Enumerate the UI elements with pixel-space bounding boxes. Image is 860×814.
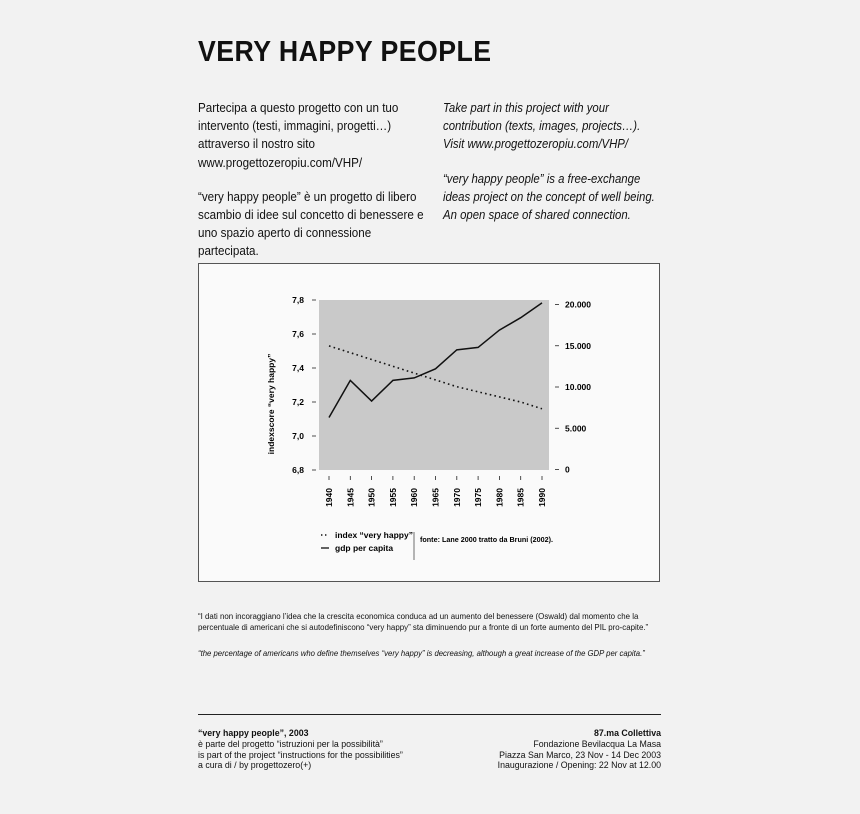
right-tick-label: 20.000 bbox=[565, 299, 591, 310]
left-tick-label: 7,6 bbox=[292, 329, 304, 339]
x-tick-label: 1960 bbox=[409, 488, 420, 507]
plot-background bbox=[319, 300, 549, 470]
left-tick-label: 7,0 bbox=[292, 431, 304, 441]
y-axis-label: indexscore “very happy” bbox=[266, 353, 276, 455]
quotes bbox=[198, 611, 668, 659]
x-tick-label: 1940 bbox=[324, 488, 334, 507]
quote-italian bbox=[198, 611, 649, 633]
left-tick-label: 7,8 bbox=[292, 295, 304, 305]
line-chart bbox=[199, 264, 661, 583]
x-tick-label: 1950 bbox=[366, 488, 377, 507]
quote-english: “the percentage of americans who define themselves “very happy” is decreasing, although a great increase of the GDP per capita.” bbox=[198, 648, 645, 658]
x-tick-label: 1990 bbox=[537, 488, 547, 507]
footer-right-line-2: Fondazione Bevilacqua La Masa bbox=[533, 738, 661, 749]
english-paragraph-2: “very happy people” is a free-exchange ideas project on the concept of well being. An open space of shared connection. bbox=[443, 171, 655, 223]
left-tick-label: 7,4 bbox=[292, 363, 304, 373]
italian-column bbox=[198, 99, 427, 277]
italian-paragraph-2: “very happy people” è un progetto di libero scambio di idee sul concetto di benessere e uno spazio aperto di connessione partecipata. bbox=[198, 189, 424, 259]
x-tick-label: 1955 bbox=[387, 488, 398, 507]
footer-right-title: 87.ma Collettiva bbox=[594, 728, 661, 738]
footer-right-line-4: Inaugurazione / Opening: 22 Nov at 12.00 bbox=[497, 760, 661, 771]
right-axis bbox=[555, 300, 591, 475]
english-paragraph-1: Take part in this project with your contribution (texts, images, projects…). Visit www.progettozeropiu.com/VHP/ bbox=[443, 101, 641, 152]
x-tick-label: 1980 bbox=[494, 488, 505, 507]
footer-left bbox=[198, 728, 403, 771]
left-tick-label: 6,8 bbox=[292, 465, 304, 475]
right-tick-label: 5.000 bbox=[565, 423, 587, 434]
x-tick-label: 1985 bbox=[515, 488, 526, 507]
footer-right bbox=[498, 728, 661, 771]
x-axis bbox=[324, 476, 547, 507]
chart-frame bbox=[198, 263, 660, 582]
footer-left-title: “very happy people”, 2003 bbox=[198, 728, 309, 738]
x-tick-label: 1965 bbox=[430, 488, 441, 507]
right-tick-label: 0 bbox=[565, 464, 570, 475]
page-title: VERY HAPPY PEOPLE bbox=[198, 36, 492, 68]
legend-label: gdp per capita bbox=[335, 543, 394, 553]
right-tick-label: 15.000 bbox=[565, 340, 591, 351]
legend bbox=[321, 530, 413, 553]
quote-italian-text: “I dati non incoraggiano l’idea che la crescita economica conduca ad un aumento del benessere (Oswald) dal momento che la percentuale di americani che si autodefiniscono “very happy” sta diminuendo pur a fronte di un forte aumento del PIL pro-capite.” bbox=[198, 611, 649, 632]
footer-left-line-3: is part of the project “instructions for the possibilities” bbox=[198, 749, 403, 760]
right-tick-label: 10.000 bbox=[565, 382, 591, 392]
footer-divider bbox=[198, 714, 661, 715]
footer-right-line-3: Piazza San Marco, 23 Nov - 14 Dec 2003 bbox=[499, 749, 661, 760]
footer-left-line-4: a cura di / by progettozero(+) bbox=[198, 760, 312, 771]
english-column bbox=[443, 99, 661, 240]
x-tick-label: 1975 bbox=[473, 488, 484, 507]
footer-left-line-2: è parte del progetto “istruzioni per la possibilità” bbox=[198, 738, 383, 749]
x-tick-label: 1945 bbox=[345, 488, 356, 507]
left-axis bbox=[292, 295, 316, 475]
left-tick-label: 7,2 bbox=[292, 397, 304, 407]
italian-paragraph-1: Partecipa a questo progetto con un tuo intervento (testi, immagini, progetti…) attraverso il nostro sito www.progettozeropiu.com/VHP/ bbox=[198, 101, 399, 170]
legend-label: index “very happy” bbox=[335, 530, 413, 540]
x-tick-label: 1970 bbox=[451, 488, 462, 507]
source-note: fonte: Lane 2000 tratto da Bruni (2002). bbox=[420, 535, 553, 544]
